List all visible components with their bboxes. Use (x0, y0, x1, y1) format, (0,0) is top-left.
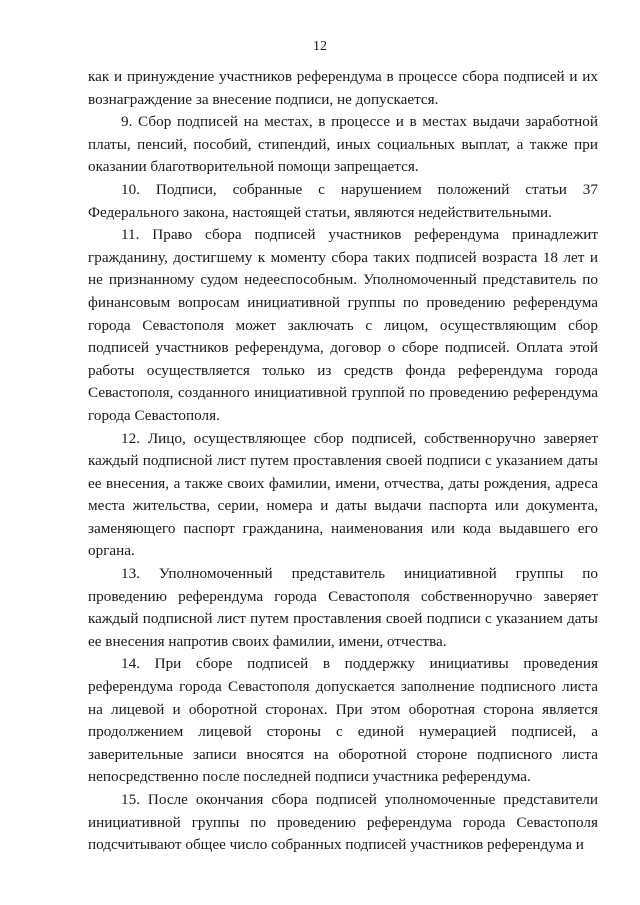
paragraph-15: 15. После окончания сбора подписей уполномоченные представители инициативной группы по проведению референдума города Севастополя подсчитывают общее число собранных подписей участников референдума и (88, 791, 598, 854)
paragraph-13: 13. Уполномоченный представитель инициативной группы по проведению референдума города Севастополя собственноручно заверяет каждый подписной лист путем проставления своей подписи с указанием даты ее внесения напротив своих фамилии, имени, отчества. (88, 565, 598, 650)
document-body (88, 66, 598, 857)
paragraph-9: 9. Сбор подписей на местах, в процессе и в местах выдачи заработной платы, пенсий, пособий, стипендий, иных социальных выплат, а также при оказании благотворительной помощи запрещается. (88, 113, 598, 176)
page-number: 12 (313, 39, 327, 54)
paragraph-continuation: как и принуждение участников референдума в процессе сбора подписей и их вознаграждение за внесение подписи, не допускается. (88, 68, 598, 108)
paragraph-12: 12. Лицо, осуществляющее сбор подписей, собственноручно заверяет каждый подписной лист путем проставления своей подписи с указанием даты ее внесения, а также своих фамилии, имени, отчества, даты рождения, адреса места жительства, серии, номера и даты выдачи паспорта или документа, заменяющего паспорт гражданина, наименования или кода выдавшего его органа. (88, 429, 598, 560)
paragraph-10: 10. Подписи, собранные с нарушением положений статьи 37 Федерального закона, настоящей статьи, являются недействительными. (88, 180, 598, 221)
paragraph-11: 11. Право сбора подписей участников референдума принадлежит гражданину, достигшему к моменту сбора таких подписей возраста 18 лет и не признанному судом недееспособным. Уполномоченный представитель по финансовым вопросам инициативной группы по проведению референдума города Севастополя может заключать с лицом, осуществляющим сбор подписей участников референдума, договор о сборе подписей. Оплата этой работы осуществляется только из средств фонда референдума города Севастополя, созданного инициативной группой по проведению референдума города Севастополя. (88, 226, 598, 424)
paragraph-14: 14. При сборе подписей в поддержку инициативы проведения референдума города Севастополя допускается заполнение подписного листа на лицевой и оборотной сторонах. При этом оборотная сторона является продолжением лицевой стороны с единой нумерацией подписей, а заверительные записи вносятся на оборотной стороне подписного листа непосредственно после последней подписи участника референдума. (88, 655, 598, 786)
